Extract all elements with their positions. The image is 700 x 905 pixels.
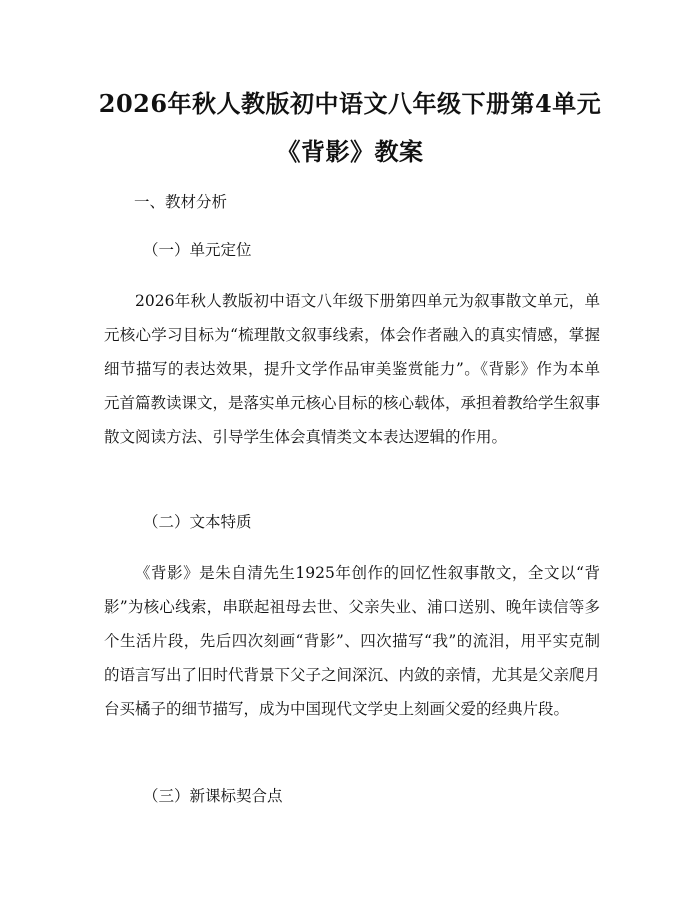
document-title: 2026年秋人教版初中语文八年级下册第4单元《背影》教案: [98, 89, 602, 166]
section-heading-teaching-material-analysis: 一、教材分析: [134, 193, 228, 211]
subsection-heading-unit-positioning: （一）单元定位: [143, 241, 252, 259]
paragraph-unit-positioning: 2026年秋人教版初中语文八年级下册第四单元为叙事散文单元，单元核心学习目标为“梳理散文叙事线索，体会作者融入的真实情感，掌握细节描写的表达效果，提升文学作品审美鉴赏能力”。《背影》作为本单元首篇教读课文，是落实单元核心目标的核心载体，承担着教给学生叙事散文阅读方法、引导学生体会真情类文本表达逻辑的作用。: [104, 292, 601, 446]
paragraph-text-characteristics: 《背影》是朱自清先生1925年创作的回忆性叙事散文，全文以“背影”为核心线索，串联起祖母去世、父亲失业、浦口送别、晚年读信等多个生活片段，先后四次刻画“背影”、四次描写“我”的流泪，用平实克制的语言写出了旧时代背景下父子之间深沉、内敛的亲情，尤其是父亲爬月台买橘子的细节描写，成为中国现代文学史上刻画父爱的经典片段。: [104, 564, 601, 718]
subsection-heading-curriculum-alignment: （三）新课标契合点: [143, 787, 283, 805]
subsection-heading-text-characteristics: （二）文本特质: [143, 513, 252, 531]
